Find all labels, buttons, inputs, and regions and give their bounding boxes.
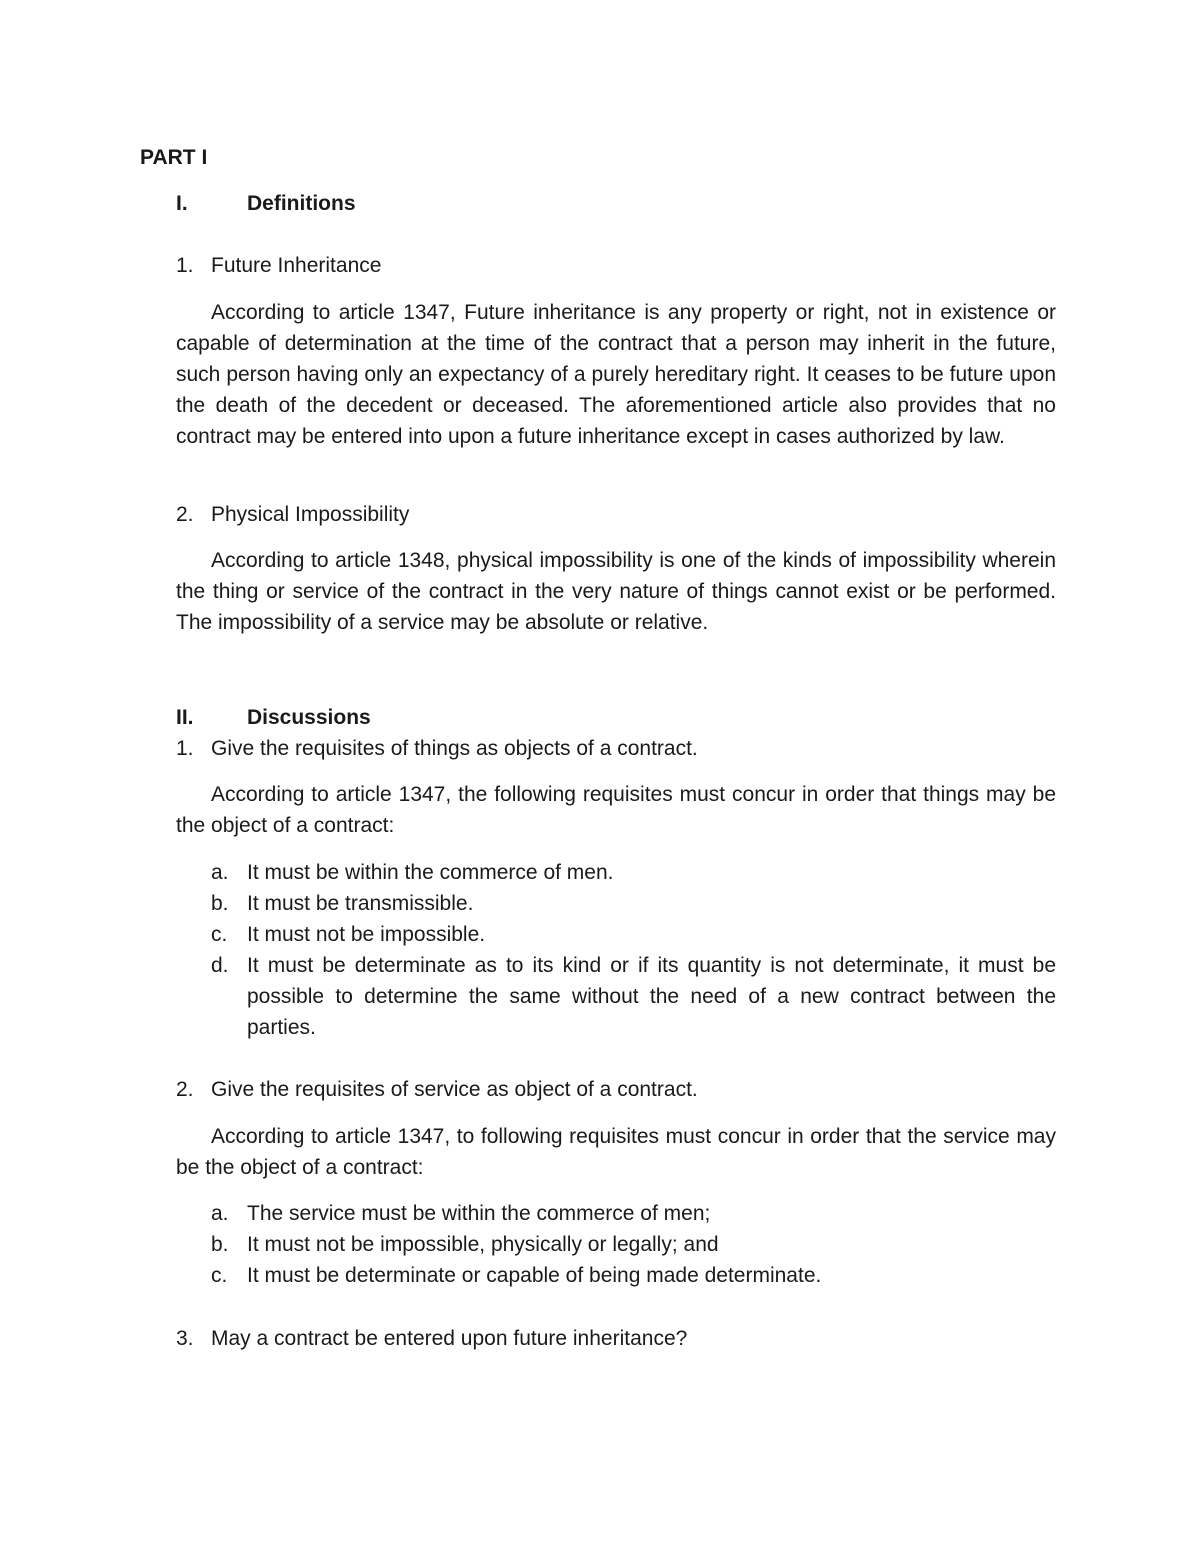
definition-1-text: According to article 1347, Future inheritance is any property or right, not in existence or capable of determination at the time of the contract that a person may inherit in the future, such person having only an expectancy of a purely hereditary right. It ceases to be future upon the death of the decedent or deceased. The aforementioned article also provides that no contract may be entered into upon a future inheritance except in cases authorized by law. bbox=[176, 301, 1056, 448]
definition-2-number: 2. bbox=[176, 503, 194, 526]
q1-list-item-a: It must be within the commerce of men. bbox=[247, 861, 614, 884]
definition-1-term: Future Inheritance bbox=[211, 254, 382, 277]
question-1-intro-text: According to article 1347, the following requisites must concur in order that things may be the object of a contract: bbox=[176, 783, 1056, 837]
q1-list-mark-d: d. bbox=[211, 954, 229, 977]
definition-2-term: Physical Impossibility bbox=[211, 503, 410, 526]
section-2-title: Discussions bbox=[247, 706, 371, 729]
part-title: PART I bbox=[140, 146, 208, 169]
q1-list-item-c: It must not be impossible. bbox=[247, 923, 486, 946]
section-2-numeral: II. bbox=[176, 706, 194, 729]
q1-list-mark-a: a. bbox=[211, 861, 229, 884]
question-1-text: Give the requisites of things as objects of a contract. bbox=[211, 737, 698, 760]
q2-list-item-a: The service must be within the commerce of men; bbox=[247, 1202, 711, 1225]
section-1-numeral: I. bbox=[176, 192, 188, 215]
q1-list-mark-b: b. bbox=[211, 892, 229, 915]
section-1-title: Definitions bbox=[247, 192, 356, 215]
question-2-intro bbox=[176, 1121, 1056, 1183]
question-2-text: Give the requisites of service as object of a contract. bbox=[211, 1078, 698, 1101]
q1-list-mark-c: c. bbox=[211, 923, 228, 946]
q2-list-mark-b: b. bbox=[211, 1233, 229, 1256]
question-1-number: 1. bbox=[176, 737, 194, 760]
q1-list-item-d: It must be determinate as to its kind or if its quantity is not determinate, it must be possible to determine the same without the need of a new contract between the parties. bbox=[247, 954, 1056, 1039]
q2-list-mark-c: c. bbox=[211, 1264, 228, 1287]
definition-2-text: According to article 1348, physical impossibility is one of the kinds of impossibility wherein the thing or service of the contract in the very nature of things cannot exist or be performed. The impossibility of a service may be absolute or relative. bbox=[176, 549, 1056, 634]
q2-list-item-c: It must be determinate or capable of being made determinate. bbox=[247, 1264, 822, 1287]
question-3-number: 3. bbox=[176, 1327, 194, 1350]
question-1-intro bbox=[176, 779, 1056, 841]
question-3-text: May a contract be entered upon future inheritance? bbox=[211, 1327, 688, 1350]
q2-list-item-b: It must not be impossible, physically or legally; and bbox=[247, 1233, 719, 1256]
definition-1-paragraph bbox=[176, 297, 1056, 452]
question-2-intro-text: According to article 1347, to following requisites must concur in order that the service may be the object of a contract: bbox=[176, 1125, 1056, 1179]
question-2-number: 2. bbox=[176, 1078, 194, 1101]
definition-1-number: 1. bbox=[176, 254, 194, 277]
definition-2-paragraph bbox=[176, 545, 1056, 638]
q1-list-item-b: It must be transmissible. bbox=[247, 892, 474, 915]
q2-list-mark-a: a. bbox=[211, 1202, 229, 1225]
